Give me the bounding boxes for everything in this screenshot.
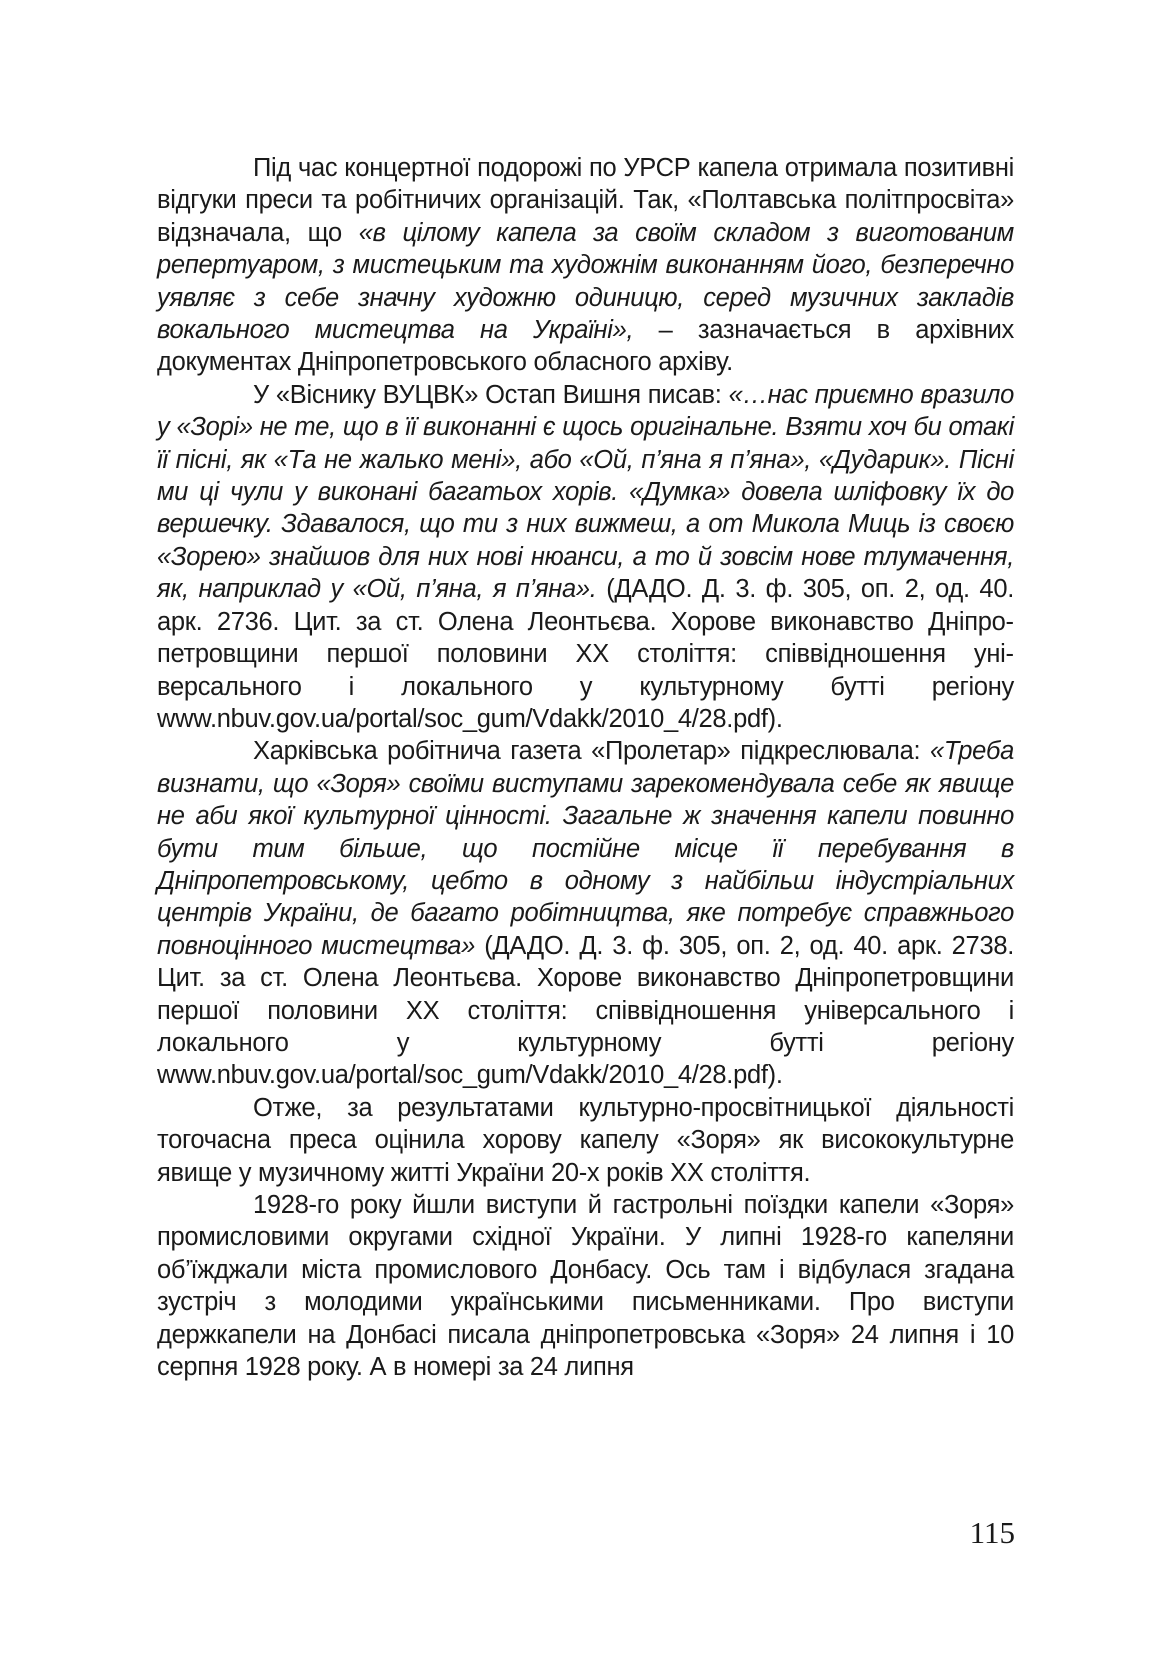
paragraph-2-quote: «…нас приємно вразило у «Зорі» не те, що в її виконанні є щось оригінальне. Взяти хоч би отакі її пісні, як «Та не жалько мені», або «Ой, п’яна я п’яна», «Дударик». Пісні ми ці чули у виконані багатьох хорів. «Думка» довела шліфовку їх до вершечку. Здавалося, що ти з них вижмеш, а от Микола Миць із своєю «Зорею» знайшов для них нові нюанси, а то й зовсім нове тлумачення, як, наприклад у «Ой, п’яна, я п’яна».	[157, 380, 1014, 604]
paragraph-1-text-end: – зазначається в архівних документах Дніпропетровського обласного архіву.	[157, 316, 1014, 377]
paragraph-3	[157, 735, 1014, 1091]
paragraph-1-quote: «в цілому капела за своїм складом з виготованим репертуаром, з мистецьким та художнім виконанням його, безперечно уявляє з себе значну художню одиницю, серед музичних закладів вокального мистецтва на Україні»,	[157, 218, 1014, 345]
paragraph-2	[157, 379, 1014, 735]
paragraph-3-citation: (ДАДО. Д. 3. ф. 305, оп. 2, од. 40. арк. 2738. Цит. за ст. Олена Леонтьєва. Хорове виконавство Дніпропетровщини першої половини ХХ століття: співвідношення універсального і локального у культурному бутті регіону www.nbuv.gov.ua/portal/soc_gum/Vdakk/2010_4/28.pdf).	[157, 931, 1014, 1090]
paragraph-2-citation: (ДАДО. Д. 3. ф. 305, оп. 2, од. 40. арк. 2736. Цит. за ст. Олена Леонтьєва. Хорове виконавство Дніпропетровщини першої половини ХХ століття: співвідношення універсального і локального у культурному бутті регіону www.nbuv.gov.ua/portal/soc_gum/Vdakk/2010_4/28.pdf).	[157, 575, 1014, 733]
paragraph-4-text: Отже, за результатами культурно-просвітницької діяльності тогочасна преса оцінила хорову капелу «Зоря» як висококультурне явище у музичному житті України 20-х років ХХ століття.	[157, 1093, 1014, 1187]
paragraph-2-text: У «Віснику ВУЦВК» Остап Вишня писав:	[253, 380, 729, 409]
paragraph-1-text: Під час концертної подорожі по УРСР капела отримала позитивні відгуки преси та робітничих організацій. Так, «Полтавська політпросвіта» відзначала, що	[157, 154, 1014, 247]
paragraph-5	[157, 1189, 1014, 1383]
paragraph-4	[157, 1092, 1014, 1189]
page-body	[157, 152, 1014, 1383]
paragraph-3-text: Харківська робітнича газета «Пролетар» підкреслювала:	[253, 737, 930, 766]
paragraph-5-text: 1928-го року йшли виступи й гастрольні поїздки капели «Зоря» промисловими округами східної України. У липні 1928-го капеляни об’їжджали міста промислового Донбасу. Ось там і відбулася згадана зустріч з молодими українськими письменниками. Про виступи держкапели на Донбасі писала дніпропетровська «Зоря» 24 липня і 10 серпня 1928 року. А в номері за 24 липня	[157, 1191, 1014, 1382]
paragraph-1	[157, 152, 1014, 379]
paragraph-3-quote: «Треба визнати, що «Зоря» своїми виступами зарекомендувала себе як явище не аби якої культурної цінності. Загальне ж значення капели повинно бути тим більше, що постійне місце її перебування в Дніпропетровському, цебто в одному з найбільш індустріальних центрів України, де багато робітництва, яке потребує справжнього повноцінного мистецтва»	[157, 737, 1014, 960]
page-number: 115	[969, 1515, 1015, 1550]
